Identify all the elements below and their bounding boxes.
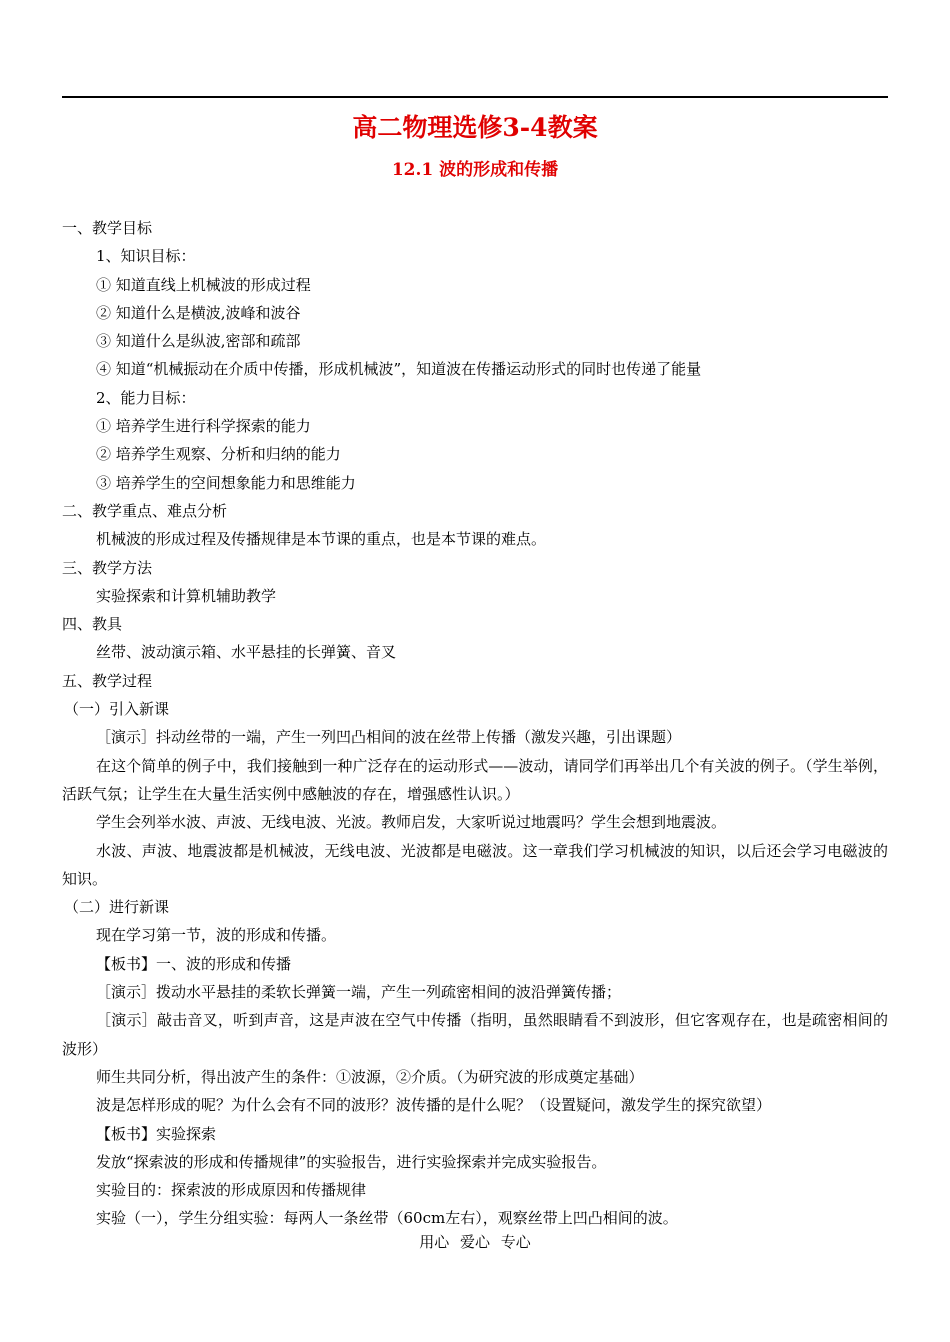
section-heading: 四、教具 bbox=[62, 615, 123, 634]
paragraph: 【板书】一、波的形成和传播 bbox=[96, 954, 292, 973]
paragraph: 实验（一），学生分组实验：每两人一条丝带（60cm左右），观察丝带上凹凸相间的波。 bbox=[96, 1209, 678, 1228]
paragraph: 在这个简单的例子中，我们接触到一种广泛存在的运动形式——波动，请同学们再举出几个有关波的例子。（学生举例，活跃气氛；让学生在大量生活实例中感触波的存在，增强感性认识。） bbox=[62, 756, 888, 803]
header-rule bbox=[62, 96, 888, 98]
list-item: ② 知道什么是横波,波峰和波谷 bbox=[96, 303, 301, 322]
paragraph: ［演示］敲击音叉，听到声音，这是声波在空气中传播（指明，虽然眼睛看不到波形，但它客观存在，也是疏密相间的波形） bbox=[62, 1011, 888, 1058]
list-item: 2、能力目标： bbox=[96, 388, 196, 407]
subsection-heading: （一）引入新课 bbox=[64, 700, 170, 719]
paragraph: 波是怎样形成的呢？为什么会有不同的波形？波传播的是什么呢？（设置疑问，激发学生的探究欲望） bbox=[96, 1096, 772, 1115]
section-heading: 一、教学目标 bbox=[62, 219, 153, 237]
paragraph: 学生会列举水波、声波、无线电波、光波。教师启发，大家听说过地震吗？学生会想到地震波。 bbox=[96, 813, 727, 832]
document-body bbox=[62, 214, 888, 1233]
paragraph: 发放“探索波的形成和传播规律”的实验报告，进行实验探索并完成实验报告。 bbox=[96, 1152, 607, 1171]
list-item: ① 知道直线上机械波的形成过程 bbox=[96, 275, 311, 294]
list-item: ④ 知道“机械振动在介质中传播，形成机械波”，知道波在传播运动形式的同时也传递了能量 bbox=[96, 360, 702, 379]
list-item: ② 培养学生观察、分析和归纳的能力 bbox=[96, 445, 341, 464]
section-heading: 二、教学重点、难点分析 bbox=[62, 501, 228, 520]
paragraph: 实验目的：探索波的形成原因和传播规律 bbox=[96, 1181, 367, 1200]
list-item: 1、知识目标： bbox=[96, 247, 196, 266]
paragraph: 师生共同分析，得出波产生的条件：①波源，②介质。（为研究波的形成奠定基础） bbox=[96, 1067, 644, 1086]
document-subtitle: 12.1 波的形成和传播 bbox=[391, 160, 559, 180]
paragraph: 实验探索和计算机辅助教学 bbox=[96, 586, 277, 605]
list-item: ③ 知道什么是纵波,密部和疏部 bbox=[96, 332, 301, 351]
paragraph: ［演示］拨动水平悬挂的柔软长弹簧一端，产生一列疏密相间的波沿弹簧传播； bbox=[96, 983, 622, 1002]
paragraph: 水波、声波、地震波都是机械波，无线电波、光波都是电磁波。这一章我们学习机械波的知识，以后还会学习电磁波的知识。 bbox=[62, 841, 888, 888]
document-title: 高二物理选修3-4教案 bbox=[352, 113, 598, 142]
section-heading: 五、教学过程 bbox=[62, 671, 153, 690]
subsection-heading: （二）进行新课 bbox=[64, 898, 170, 917]
page-footer: 用心 爱心 专心 bbox=[419, 1233, 531, 1251]
list-item: ③ 培养学生的空间想象能力和思维能力 bbox=[96, 473, 356, 492]
paragraph: 机械波的形成过程及传播规律是本节课的重点，也是本节课的难点。 bbox=[96, 530, 547, 549]
paragraph: 丝带、波动演示箱、水平悬挂的长弹簧、音叉 bbox=[96, 643, 397, 662]
list-item: ① 培养学生进行科学探索的能力 bbox=[96, 417, 311, 436]
paragraph: 【板书】实验探索 bbox=[96, 1124, 217, 1143]
paragraph: 现在学习第一节，波的形成和传播。 bbox=[96, 926, 337, 945]
section-heading: 三、教学方法 bbox=[62, 558, 153, 577]
paragraph: ［演示］抖动丝带的一端，产生一列凹凸相间的波在丝带上传播（激发兴趣，引出课题） bbox=[96, 728, 682, 747]
